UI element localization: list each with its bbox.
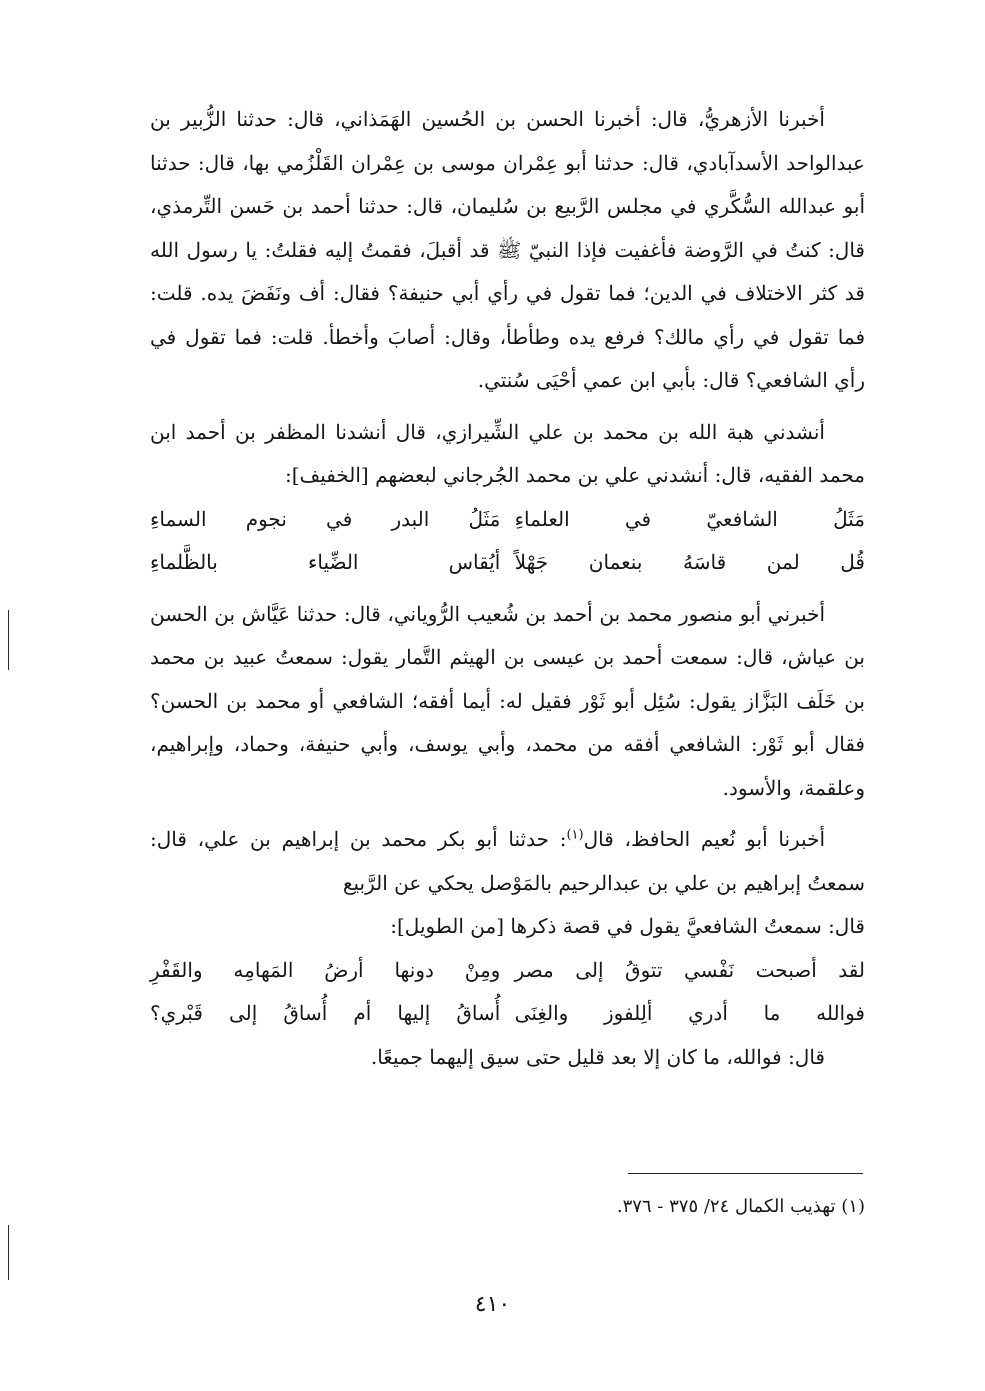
verse-second-hemistich: مَثَلُ البدر في نجوم السماءِ	[150, 506, 501, 531]
verse-second-hemistich: أيُقاس الضِّياء بالظَّلماءِ	[150, 550, 501, 574]
paragraph-poem-intro: أنشدني هبة الله بن محمد بن علي الشِّيرازي، قال أنشدنا المظفر بن أحمد ابن محمد الفقيه، قال: أنشدني علي بن محمد الجُرجاني لبعضهم [الخفيف]:	[150, 419, 865, 487]
paragraph-shafii-quote-intro: قال: سمعتُ الشافعيَّ يقول في قصة ذكرها [من الطويل]:	[390, 914, 865, 938]
verse-first-hemistich: لقد أصبحت نَفْسي تتوقُ إلى مصر	[514, 957, 865, 982]
paragraph-abu-nuaym	[150, 818, 865, 905]
paragraph-text: : حدثنا أبو بكر محمد بن إبراهيم بن علي، قال: سمعتُ إبراهيم بن علي بن عبدالرحيم بالمَوْصل يحكي عن الرَّبيع	[150, 827, 865, 895]
verse-line	[150, 949, 865, 993]
verse-first-hemistich: فوالله ما أدري ألِلفوز والغِنَى	[514, 1001, 865, 1025]
verse-line	[150, 992, 865, 1036]
verse-first-hemistich: مَثَلُ الشافعيّ في العلماءِ	[514, 506, 865, 531]
paragraph-dream-narration: أخبرنا الأزهريُّ، قال: أخبرنا الحسن بن الحُسين الهَمَذاني، قال: حدثنا الزُّبير بن عبدالواحد الأسدآبادي، قال: حدثنا أبو عِمْران موسى بن عِمْران القَلْزُمي بها، قال: حدثنا أبو عبدالله السُّكَّري في مجلس الرَّبيع بن سُليمان، قال: حدثنا أحمد بن حَسن التِّرمذي، قال: كنتُ في الرَّوضة فأغفيت فإذا النبيّ ﷺ قد أقبلَ، فقمتُ إليه فقلتُ: يا رسول الله قد كثر الاختلاف في الدين؛ فما تقول في رأي أبي حنيفة؟ فقال: أف ونَفَضَ يده. قلت: فما تقول في رأي مالك؟ فرفع يده وطأطأ، وقال: أصابَ وأخطأ. قلت: فما تقول في رأي الشافعي؟ قال: بأبي ابن عمي أحْيَى سُنتي.	[150, 107, 866, 392]
verse-second-hemistich: ومِنْ دونها أرضُ المَهامِه والقَفْرِ	[150, 957, 501, 982]
main-text	[150, 98, 865, 1079]
verse-line	[150, 498, 865, 542]
paragraph-text: أخبرنا أبو نُعيم الحافظ، قال	[583, 827, 825, 851]
verse-line	[150, 541, 865, 585]
scan-edge-mark	[8, 1225, 9, 1280]
footnote: (١) تهذيب الكمال ٢٤/ ٣٧٥ - ٣٧٦.	[616, 1196, 865, 1217]
footnote-reference: (١)	[566, 827, 584, 843]
verse-first-hemistich: قُل لمن قاسَهُ بنعمان جَهْلاً	[514, 550, 865, 574]
paragraph-closing: قال: فوالله، ما كان إلا بعد قليل حتى سيق إليهما جميعًا.	[370, 1044, 825, 1069]
page-number: ٤١٠	[474, 1292, 511, 1317]
verse-second-hemistich: أُساقُ إليها أم أُساقُ إلى قَبْري؟	[150, 1001, 501, 1025]
scan-edge-mark	[8, 610, 9, 670]
paragraph-abu-thawr: أخبرني أبو منصور محمد بن أحمد بن شُعيب الرُّوياني، قال: حدثنا عَيَّاش بن الحسن بن عياش، قال: سمعت أحمد بن عيسى بن الهيثم التَّمار يقول: سمعتُ عبيد بن محمد بن خَلَف البَزَّاز يقول: سُئِل أبو ثَوْر فقيل له: أيما أفقه؛ الشافعي أو محمد بن الحسن؟ فقال أبو ثَوْر: الشافعي أفقه من محمد، وأبي يوسف، وأبي حنيفة، وحماد، وإبراهيم، وعلقمة، والأسود.	[150, 601, 865, 800]
footnote-separator	[628, 1173, 863, 1174]
